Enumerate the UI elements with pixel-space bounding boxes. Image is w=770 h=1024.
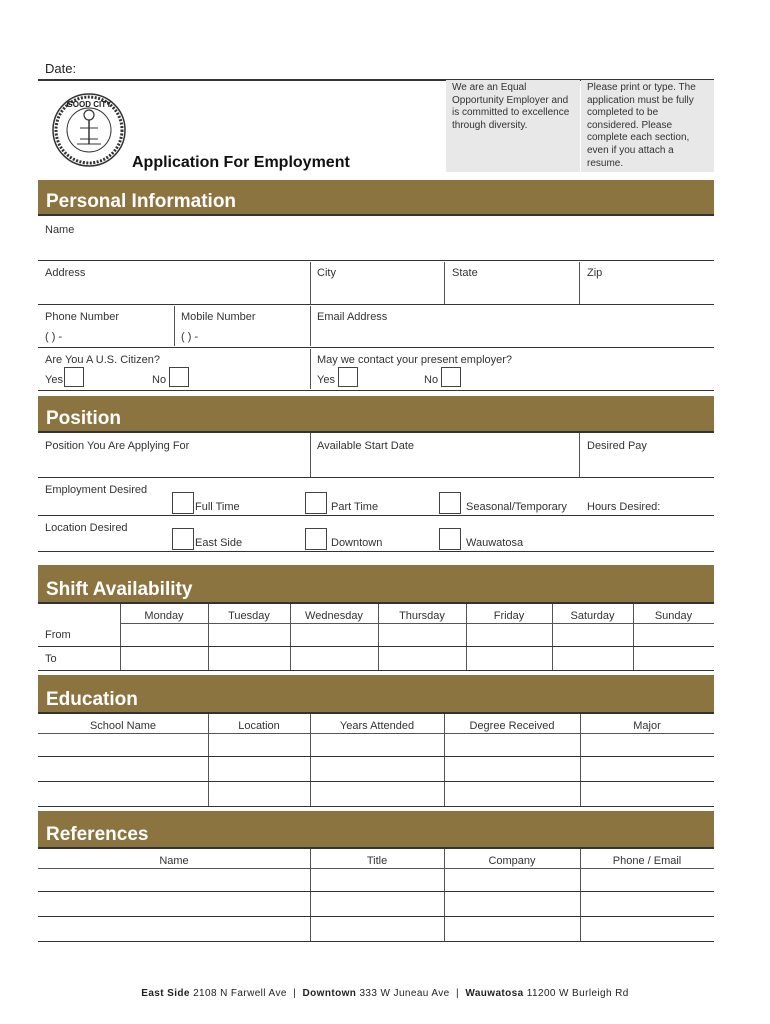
education-col-location: Location [238, 720, 280, 732]
start-date-field[interactable] [312, 455, 576, 475]
education-bar [38, 675, 714, 714]
citizen-question: Are You A U.S. Citizen? [45, 354, 160, 366]
company-logo [50, 92, 128, 168]
to-label: To [45, 653, 57, 665]
education-row[interactable] [38, 757, 714, 780]
shift-availability-title: Shift Availability [46, 579, 193, 600]
start-date-label: Available Start Date [317, 440, 415, 452]
row-divider [38, 347, 714, 348]
citizen-yes-checkbox[interactable] [64, 367, 84, 387]
position-applying-field[interactable] [38, 455, 306, 475]
east-side-checkbox[interactable] [172, 528, 194, 550]
citizen-no-checkbox[interactable] [169, 367, 189, 387]
cell-divider [579, 262, 580, 304]
row-divider [38, 551, 714, 552]
from-label: From [45, 629, 71, 641]
cell-divider [310, 433, 311, 477]
email-label: Email Address [317, 311, 388, 323]
part-time-checkbox[interactable] [305, 492, 327, 514]
references-bar [38, 811, 714, 849]
references-col-name: Name [159, 855, 189, 867]
wauwatosa-checkbox[interactable] [439, 528, 461, 550]
city-label: City [317, 267, 336, 279]
contact-employer-question: May we contact your present employer? [317, 354, 513, 366]
references-col-title: Title [366, 855, 388, 867]
shift-availability-bar [38, 565, 714, 604]
email-field[interactable] [312, 326, 712, 344]
contact-yes-label: Yes [317, 374, 335, 386]
day-friday: Friday [493, 610, 525, 622]
education-title: Education [46, 689, 138, 710]
day-sunday: Sunday [654, 610, 693, 622]
equal-opportunity-note: We are an Equal Opportunity Employer and is committed to excellence through diversity. [446, 80, 580, 172]
footer-east-side-address: 2108 N Farwell Ave [193, 988, 287, 999]
to-times-row[interactable] [121, 648, 714, 670]
references-col-company: Company [488, 855, 536, 867]
education-col-school: School Name [89, 720, 157, 732]
east-side-label: East Side [195, 537, 243, 549]
desired-pay-label: Desired Pay [587, 440, 647, 452]
instructions-note: Please print or type. The application must be fully completed to be considered. Please complete each section, even if you attach a resume. [581, 80, 714, 172]
row-divider [38, 806, 714, 807]
cell-divider [579, 433, 580, 477]
footer-downtown-address: 333 W Juneau Ave [359, 988, 450, 999]
state-field[interactable] [446, 282, 576, 302]
seasonal-label: Seasonal/Temporary [466, 501, 567, 513]
address-field[interactable] [38, 282, 306, 302]
row-divider [38, 477, 714, 478]
education-col-degree: Degree Received [469, 720, 555, 732]
footer-locations [0, 988, 770, 999]
desired-pay-field[interactable] [581, 455, 714, 475]
education-col-years: Years Attended [339, 720, 415, 732]
part-time-label: Part Time [331, 501, 379, 513]
full-time-checkbox[interactable] [172, 492, 194, 514]
footer-separator: | [293, 988, 297, 999]
day-tuesday: Tuesday [228, 610, 270, 622]
row-divider [38, 646, 714, 647]
full-time-label: Full Time [195, 501, 240, 513]
reference-row[interactable] [38, 869, 714, 891]
footer-separator: | [456, 988, 459, 999]
cell-divider [310, 349, 311, 389]
name-label: Name [45, 224, 75, 236]
row-divider [38, 304, 714, 305]
cell-divider [174, 306, 175, 346]
position-applying-label: Position You Are Applying For [45, 440, 190, 452]
form-title: Application For Employment [132, 154, 350, 171]
cell-divider [310, 306, 311, 346]
name-field[interactable] [38, 238, 714, 260]
seasonal-checkbox[interactable] [439, 492, 461, 514]
footer-wauwatosa-label: Wauwatosa [465, 988, 524, 999]
citizen-no-label: No [152, 374, 167, 386]
phone-field[interactable]: ( ) - [45, 331, 63, 343]
row-divider [38, 260, 714, 261]
downtown-checkbox[interactable] [305, 528, 327, 550]
date-label: Date: [45, 61, 77, 76]
cell-divider [444, 262, 445, 304]
row-divider [38, 515, 714, 516]
row-divider [38, 670, 714, 671]
day-thursday: Thursday [399, 610, 445, 622]
hours-desired-label[interactable]: Hours Desired: [587, 501, 661, 513]
row-divider [38, 941, 714, 942]
personal-information-title: Personal Information [46, 191, 237, 212]
references-col-phone-email: Phone / Email [612, 855, 682, 867]
svg-text:GOOD CITY: GOOD CITY [66, 100, 112, 109]
from-times-row[interactable] [121, 624, 714, 646]
day-monday: Monday [144, 610, 184, 622]
education-row[interactable] [38, 782, 714, 805]
contact-no-label: No [424, 374, 439, 386]
personal-information-bar [38, 180, 714, 216]
contact-no-checkbox[interactable] [441, 367, 461, 387]
citizen-yes-label: Yes [45, 374, 63, 386]
references-title: References [46, 824, 149, 845]
wauwatosa-label: Wauwatosa [466, 537, 524, 549]
mobile-field[interactable]: ( ) - [181, 331, 199, 343]
footer-downtown-label: Downtown [302, 988, 357, 999]
position-bar [38, 396, 714, 433]
education-col-major: Major [633, 720, 661, 732]
phone-label: Phone Number [45, 311, 119, 323]
zip-field[interactable] [581, 282, 714, 302]
city-field[interactable] [312, 282, 442, 302]
row-divider [38, 390, 714, 391]
zip-label: Zip [587, 267, 603, 279]
reference-row[interactable] [38, 917, 714, 940]
employment-desired-label: Employment Desired [45, 484, 148, 496]
footer-wauwatosa-address: 11200 W Burleigh Rd [526, 988, 629, 999]
address-label: Address [45, 267, 86, 279]
reference-row[interactable] [38, 892, 714, 915]
state-label: State [452, 267, 478, 279]
day-saturday: Saturday [570, 610, 615, 622]
downtown-label: Downtown [331, 537, 383, 549]
education-row[interactable] [38, 734, 714, 756]
footer-east-side-label: East Side [141, 988, 190, 999]
cell-divider [310, 262, 311, 304]
contact-yes-checkbox[interactable] [338, 367, 358, 387]
mobile-label: Mobile Number [181, 311, 256, 323]
day-wednesday: Wednesday [305, 610, 363, 622]
location-desired-label: Location Desired [45, 522, 128, 534]
position-title: Position [46, 408, 121, 429]
